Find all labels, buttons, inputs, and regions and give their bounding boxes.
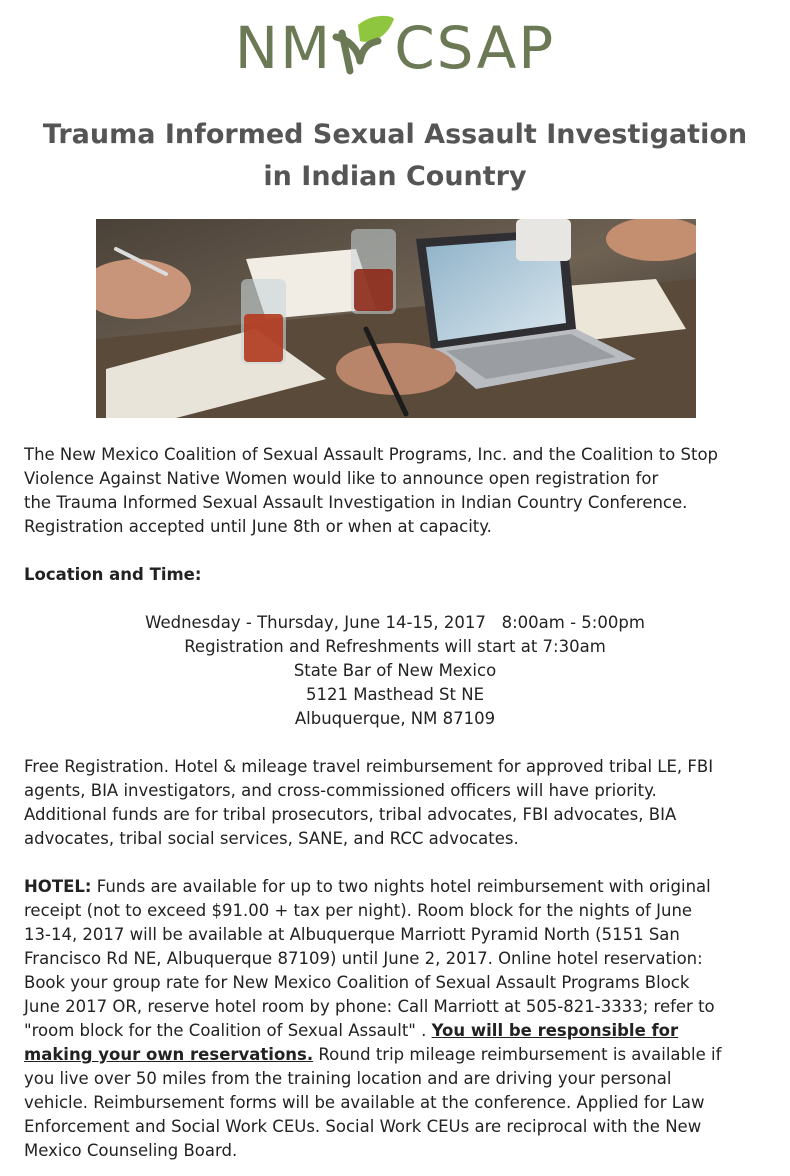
intro-line-4: Registration accepted until June 8th or when at capacity. — [24, 517, 492, 536]
registration-paragraph — [24, 755, 769, 851]
hotel-line-12: Mexico Counseling Board. — [24, 1141, 238, 1160]
location-line-1: Wednesday - Thursday, June 14-15, 2017 8:00am - 5:00pm — [145, 613, 645, 632]
reservation-notice-part-1: You will be responsible for — [431, 1021, 679, 1040]
intro-line-1: The New Mexico Coalition of Sexual Assault Programs, Inc. and the Coalition to Stop — [24, 445, 719, 464]
registration-line-2: agents, BIA investigators, and cross-commissioned officers will have priority. — [24, 781, 657, 800]
intro-line-2: Violence Against Native Women would like to announce open registration for — [24, 469, 659, 488]
hotel-label: HOTEL: — [24, 877, 92, 896]
location-line-2: Registration and Refreshments will start at 7:30am — [184, 637, 606, 656]
hotel-line-5: Book your group rate for New Mexico Coalition of Sexual Assault Programs Block — [24, 973, 690, 992]
hotel-line-3: 13-14, 2017 will be available at Albuquerque Marriott Pyramid North (5151 San — [24, 925, 680, 944]
location-line-5: Albuquerque, NM 87109 — [294, 709, 496, 728]
leaf-icon — [328, 15, 398, 81]
logo-text-left: NM — [234, 14, 333, 82]
location-line-3: State Bar of New Mexico — [293, 661, 497, 680]
title-line-2: in Indian Country — [263, 161, 527, 192]
location-details — [0, 611, 790, 731]
reservation-notice-part-2: making your own reservations. — [24, 1045, 314, 1064]
hotel-paragraph — [24, 875, 769, 1163]
intro-line-3: the Trauma Informed Sexual Assault Investigation in Indian Country Conference. — [24, 493, 688, 512]
registration-line-1: Free Registration. Hotel & mileage travel reimbursement for approved tribal LE, FBI — [24, 757, 714, 776]
hotel-line-1-text: Funds are available for up to two nights hotel reimbursement with original — [91, 877, 711, 896]
nmcsap-logo — [0, 8, 790, 88]
hotel-line-8-text: Round trip mileage reimbursement is available if — [313, 1045, 722, 1064]
hero-image — [96, 219, 696, 418]
registration-line-3: Additional funds are for tribal prosecutors, tribal advocates, FBI advocates, BIA — [24, 805, 677, 824]
location-line-4: 5121 Masthead St NE — [305, 685, 485, 704]
intro-paragraph — [24, 443, 769, 539]
hotel-line-7 — [24, 1019, 769, 1043]
meeting-desk-photo-icon — [96, 219, 696, 418]
logo-text-right: CSAP — [394, 14, 556, 82]
hotel-line-11: Enforcement and Social Work CEUs. Social Work CEUs are reciprocal with the New — [24, 1117, 702, 1136]
hotel-line-4: Francisco Rd NE, Albuquerque 87109) until June 2, 2017. Online hotel reservation: — [24, 949, 703, 968]
page-title — [0, 114, 790, 198]
hotel-line-2: receipt (not to exceed $91.00 + tax per night). Room block for the nights of June — [24, 901, 693, 920]
hotel-line-8 — [24, 1043, 769, 1067]
hotel-line-6: June 2017 OR, reserve hotel room by phone: Call Marriott at 505-821-3333; refer to — [24, 997, 715, 1016]
location-heading: Location and Time: — [24, 565, 202, 584]
hotel-line-10: vehicle. Reimbursement forms will be available at the conference. Applied for Law — [24, 1093, 705, 1112]
hotel-line-9: you live over 50 miles from the training location and are driving your personal — [24, 1069, 672, 1088]
registration-line-4: advocates, tribal social services, SANE, and RCC advocates. — [24, 829, 519, 848]
hotel-line-7-text: "room block for the Coalition of Sexual Assault" . — [24, 1021, 432, 1040]
title-line-1: Trauma Informed Sexual Assault Investigation — [42, 119, 748, 150]
hotel-line-1 — [24, 875, 769, 899]
